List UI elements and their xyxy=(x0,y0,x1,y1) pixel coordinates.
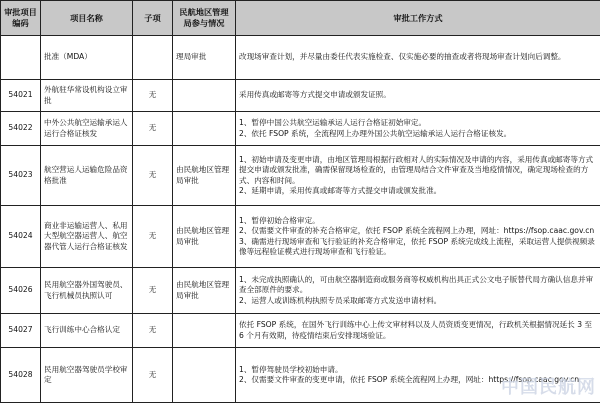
cell-method xyxy=(236,112,600,146)
cell-sub: 无 xyxy=(133,206,173,268)
header-name: 项目名称 xyxy=(41,1,133,36)
cell-caac xyxy=(173,348,236,403)
method-line: 1、初始申请及变更申请，由地区管理局根据行政相对人的实际情况及申请的内容，采用传真或邮寄等方式提交申请或颁发批准，确需保留现场检查的，由管理局结合文件审查及当地疫情情况，确定现场检查的方式、内容和时间。 xyxy=(239,155,597,186)
table-row xyxy=(1,348,600,403)
cell-sub: 无 xyxy=(133,314,173,348)
method-line: 1、暂停中国公共航空运输承运人运行合格证初始审定。 xyxy=(239,118,597,128)
table-row xyxy=(1,268,600,314)
method-line: 改现场审查计划，并尽量由委任代表实施检查、仅实施必要的抽查或者将现场审查计划向后调整。 xyxy=(239,52,597,62)
cell-caac: 由民航地区管理局审批 xyxy=(173,268,236,314)
table-row xyxy=(1,112,600,146)
cell-method xyxy=(236,348,600,403)
cell-method xyxy=(236,80,600,112)
table-row xyxy=(1,36,600,80)
cell-name: 飞行训练中心合格认定 xyxy=(41,314,133,348)
cell-method xyxy=(236,206,600,268)
cell-sub: 无 xyxy=(133,112,173,146)
cell-sub: 无 xyxy=(133,268,173,314)
method-line: 2、延期申请，采用传真或邮寄等方式提交申请或颁发批准。 xyxy=(239,186,597,196)
method-line: 2、仅需要文件审查的变更申请，依托 FSOP 系统全流程网上办理，网址：https://fsop.caac.gov.cn xyxy=(239,375,597,385)
table-row xyxy=(1,314,600,348)
method-line: 1、暂停初始合格审定。 xyxy=(239,216,597,226)
table-row xyxy=(1,206,600,268)
cell-name: 中外公共航空运输承运人运行合格证核发 xyxy=(41,112,133,146)
cell-method xyxy=(236,314,600,348)
method-line: 3、确需进行现场审查和飞行验证的补充合格审定，依托 FSOP 系统完成线上流程，采取运营人提供视频录像等远程验证模式进行现场审查和飞行验证。 xyxy=(239,237,597,258)
method-line: 依托 FSOP 系统，在国外飞行训练中心上传文审材料以及人员资质变更情况，行政机关根据情况延长 3 至 6 个月有效期，待疫情结束后安排现场验证。 xyxy=(239,320,597,341)
watermark-logo: 中国民航网 xyxy=(501,373,596,399)
cell-name: 外航驻华常设机构设立审批 xyxy=(41,80,133,112)
cell-code: 54027 xyxy=(1,314,41,348)
cell-caac xyxy=(173,80,236,112)
cell-method xyxy=(236,146,600,206)
cell-caac xyxy=(173,112,236,146)
cell-sub xyxy=(133,36,173,80)
method-line: 2、依托 FSOP 系统，全流程网上办理外国公共航空运输承运人运行合格证核发。 xyxy=(239,129,597,139)
table-row xyxy=(1,146,600,206)
cell-sub: 无 xyxy=(133,146,173,206)
cell-name: 商业非运输运营人、私用大型航空器运营人、航空器代管人运行合格证核发 xyxy=(41,206,133,268)
cell-name: 民用航空器外国驾驶员、飞行机械员执照认可 xyxy=(41,268,133,314)
table-header-row xyxy=(1,1,600,36)
cell-code: 54026 xyxy=(1,268,41,314)
cell-code: 54024 xyxy=(1,206,41,268)
header-code: 审批项目编码 xyxy=(1,1,41,36)
header-sub: 子项 xyxy=(133,1,173,36)
method-line: 1、未完成执照确认的，可由航空器制造商或服务商等权威机构出具正式公文电子版替代局方确认信息并审查全部原件的要求。 xyxy=(239,275,597,296)
cell-method xyxy=(236,268,600,314)
cell-caac: 由民航地区管理局审批 xyxy=(173,146,236,206)
header-method: 审批工作方式 xyxy=(236,1,600,36)
method-line: 2、运营人或训练机构执照专员采取邮寄方式发送申请材料。 xyxy=(239,296,597,306)
cell-code: 54023 xyxy=(1,146,41,206)
cell-code xyxy=(1,36,41,80)
cell-name: 航空营运人运输危险品资格批准 xyxy=(41,146,133,206)
cell-sub: 无 xyxy=(133,348,173,403)
cell-caac xyxy=(173,314,236,348)
table-row xyxy=(1,80,600,112)
cell-name: 民用航空器驾驶员学校审定 xyxy=(41,348,133,403)
cell-code: 54028 xyxy=(1,348,41,403)
cell-method xyxy=(236,36,600,80)
header-caac: 民航地区管理局参与情况 xyxy=(173,1,236,36)
cell-code: 54022 xyxy=(1,112,41,146)
cell-name: 批准（MDA） xyxy=(41,36,133,80)
method-line: 采用传真或邮寄等方式提交申请或颁发证照。 xyxy=(239,90,597,100)
cell-caac: 理局审批 xyxy=(173,36,236,80)
cell-code: 54021 xyxy=(1,80,41,112)
cell-sub: 无 xyxy=(133,80,173,112)
cell-caac: 由民航地区管理局审批 xyxy=(173,206,236,268)
method-line: 1、暂停驾驶员学校初始申请。 xyxy=(239,365,597,375)
method-line: 2、仅需要文件审查的补充合格审定，依托 FSOP 系统全流程网上办理，网址：https://fsop.caac.gov.cn xyxy=(239,226,597,236)
